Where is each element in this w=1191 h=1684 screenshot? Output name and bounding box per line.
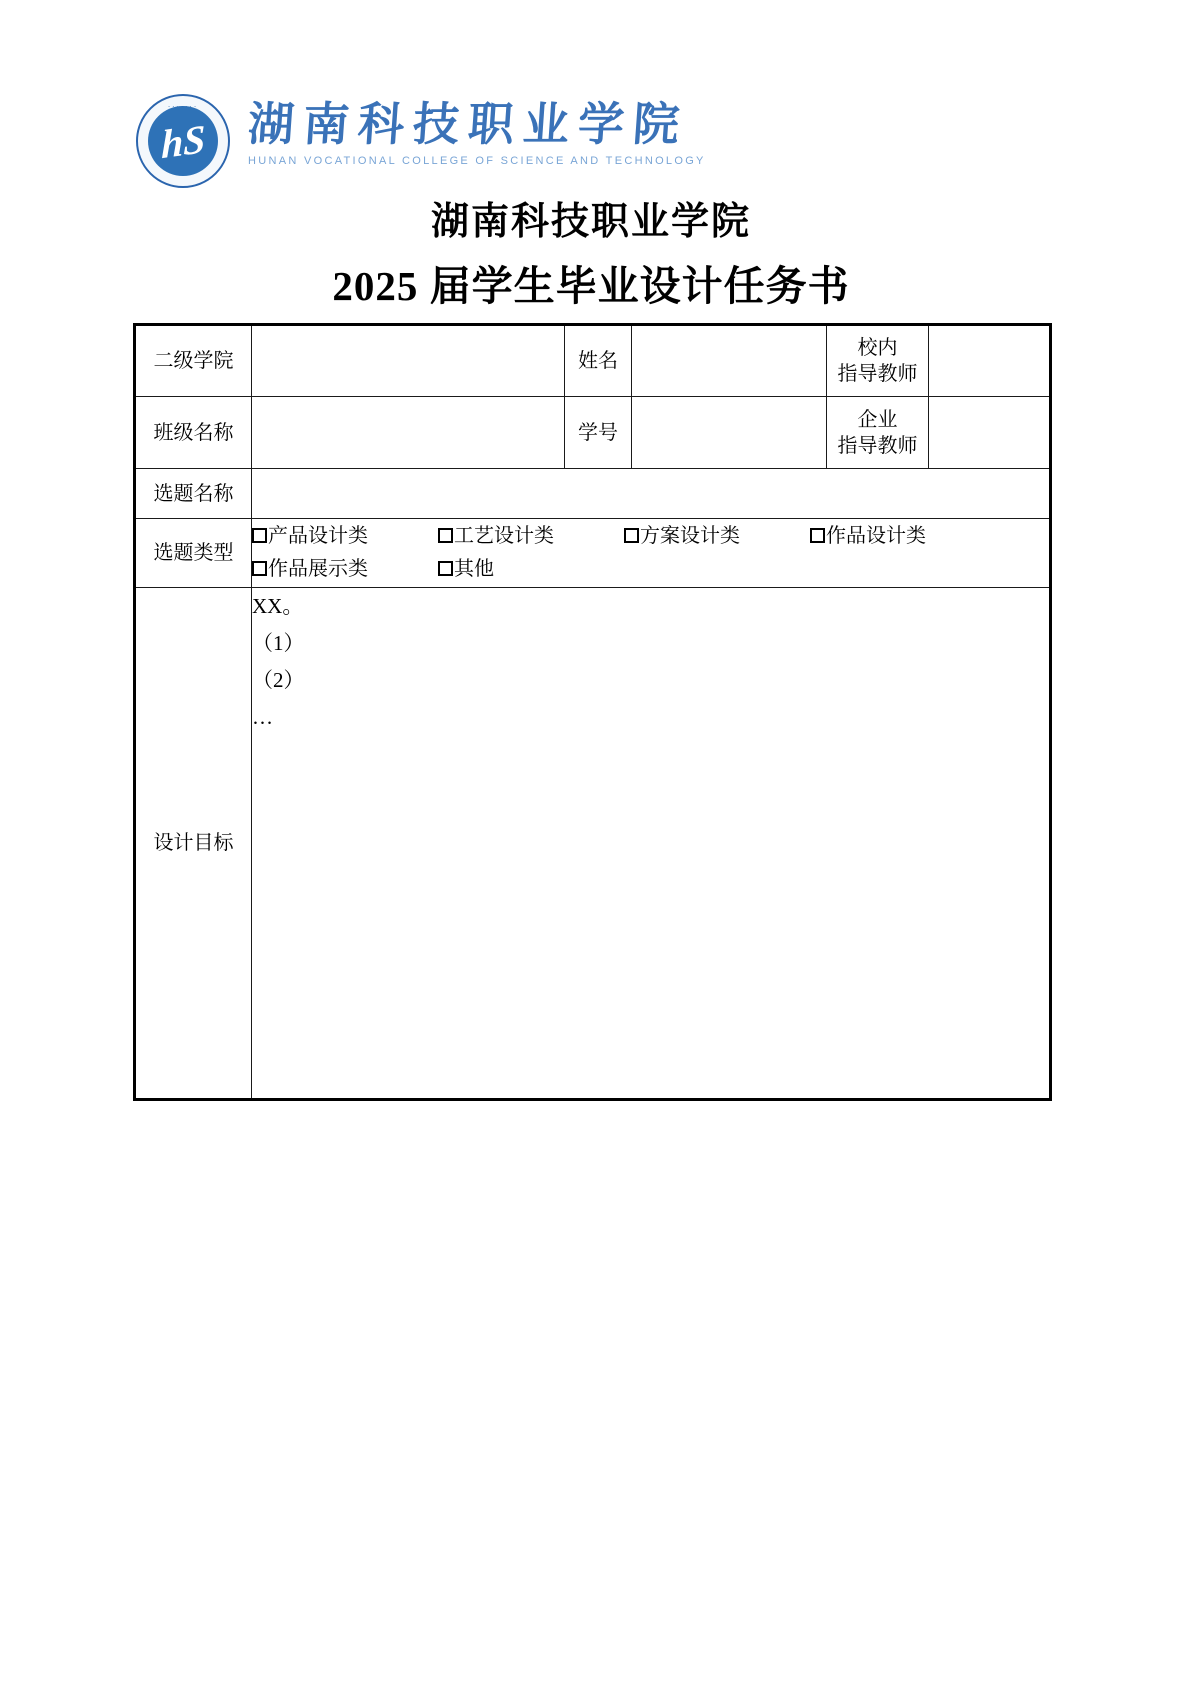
class-name-label: 班级名称 — [135, 397, 252, 469]
enterprise-advisor-input[interactable] — [929, 397, 1051, 469]
topic-type-option[interactable] — [252, 553, 438, 586]
table-row — [135, 325, 1051, 397]
design-goal-line: … — [252, 705, 273, 729]
checkbox-icon[interactable] — [810, 528, 825, 543]
topic-type-option-label: 作品设计类 — [826, 525, 926, 547]
enterprise-advisor-label-line1: 企业 — [857, 408, 898, 431]
emblem-inner-circle — [148, 106, 218, 176]
logo-text-block — [248, 94, 706, 167]
name-input[interactable] — [632, 325, 827, 397]
checkbox-icon[interactable] — [252, 561, 267, 576]
campus-advisor-label-line2: 指导教师 — [837, 363, 918, 385]
school-name-calligraphy: 湖南科技职业学院 — [246, 99, 690, 150]
design-goal-line: （2） — [252, 668, 305, 692]
school-name-english: HUNAN VOCATIONAL COLLEGE OF SCIENCE AND TECHNOLOGY — [248, 154, 706, 167]
design-goal-line: （1） — [252, 631, 305, 655]
table-row — [135, 469, 1051, 519]
class-name-input[interactable] — [252, 397, 565, 469]
topic-type-option-label: 工艺设计类 — [454, 525, 554, 547]
campus-advisor-label — [827, 325, 929, 397]
topic-type-options — [252, 519, 1051, 588]
school-emblem-icon — [136, 94, 230, 188]
topic-type-option-label: 作品展示类 — [268, 558, 368, 580]
topic-type-option-label: 产品设计类 — [268, 525, 368, 547]
campus-advisor-label-line1: 校内 — [857, 337, 898, 359]
document-title-task-book: 2025 届学生毕业设计任务书 — [332, 263, 850, 309]
design-goal-content[interactable] — [252, 588, 1051, 1100]
topic-type-options-row1 — [252, 520, 1049, 553]
checkbox-icon[interactable] — [252, 528, 267, 543]
secondary-college-input[interactable] — [252, 325, 565, 397]
table-row — [135, 519, 1051, 588]
enterprise-advisor-label-line2: 指导教师 — [837, 434, 918, 457]
table-row — [135, 397, 1051, 469]
school-logo — [136, 94, 706, 188]
campus-advisor-input[interactable] — [929, 325, 1051, 397]
document-title-school: 湖南科技职业学院 — [430, 201, 751, 243]
topic-type-option[interactable] — [438, 520, 624, 553]
student-id-input[interactable] — [632, 397, 827, 469]
student-id-label: 学号 — [565, 397, 632, 469]
topic-type-option[interactable] — [624, 520, 810, 553]
checkbox-icon[interactable] — [438, 561, 453, 576]
topic-type-label: 选题类型 — [135, 519, 252, 588]
checkbox-icon[interactable] — [438, 528, 453, 543]
secondary-college-label: 二级学院 — [135, 325, 252, 397]
topic-name-label: 选题名称 — [135, 469, 252, 519]
design-goal-line: XX。 — [252, 594, 304, 618]
design-goal-label: 设计目标 — [135, 588, 252, 1100]
topic-name-input[interactable] — [252, 469, 1051, 519]
topic-type-option-label: 方案设计类 — [640, 525, 740, 547]
emblem-monogram: hS — [160, 115, 206, 167]
topic-type-option[interactable] — [810, 520, 926, 553]
emblem-arc-text: ······· — [167, 103, 199, 111]
name-label: 姓名 — [565, 325, 632, 397]
task-form-table — [133, 323, 1052, 1101]
topic-type-options-row2 — [252, 553, 1049, 586]
enterprise-advisor-label — [827, 397, 929, 469]
table-row — [135, 588, 1051, 1100]
topic-type-option[interactable] — [252, 520, 438, 553]
topic-type-option[interactable] — [438, 553, 494, 586]
title-area — [133, 190, 1049, 312]
checkbox-icon[interactable] — [624, 528, 639, 543]
topic-type-option-label: 其他 — [454, 558, 494, 580]
